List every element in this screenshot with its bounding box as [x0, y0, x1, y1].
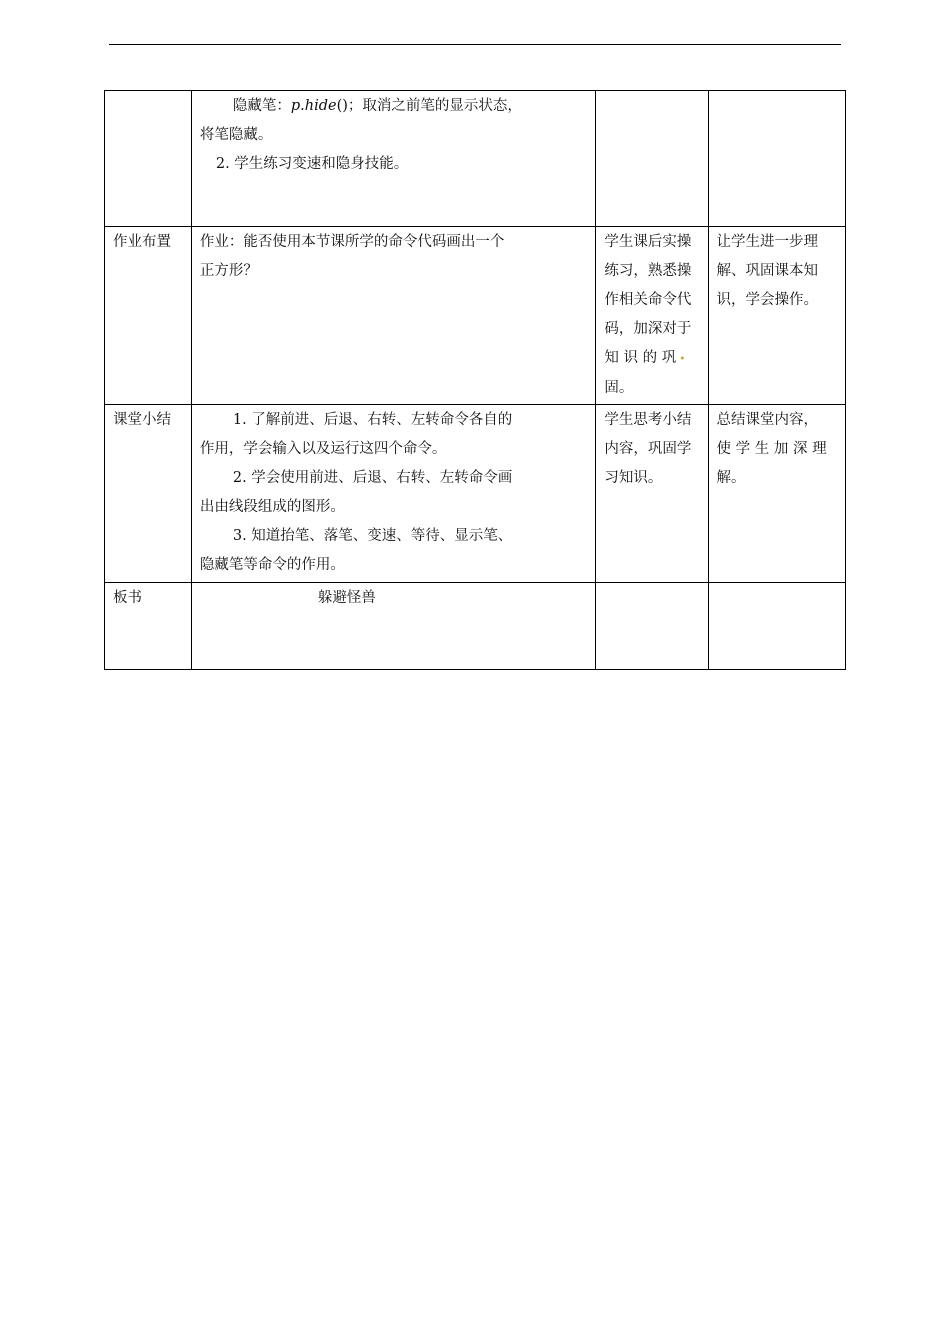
content-line: 作用，学会输入以及运行这四个命令。	[199, 441, 447, 457]
row-label-cell	[105, 91, 192, 227]
content-line: 2. 学会使用前进、后退、右转、左转命令画	[232, 470, 513, 486]
content-line: 将笔隐藏。	[199, 127, 273, 143]
board-title: 躲避怪兽	[317, 590, 376, 606]
content-line: 出由线段组成的图形。	[199, 499, 345, 515]
student-line: 固。	[604, 380, 634, 396]
content-cell	[191, 227, 596, 405]
student-line: 练习，熟悉操	[604, 263, 692, 279]
student-line: 习知识。	[604, 470, 663, 486]
row-label: 课堂小结	[113, 412, 171, 428]
table-row	[105, 91, 846, 227]
student-line: 作相关命令代	[604, 292, 692, 308]
student-line: 学生思考小结	[604, 412, 692, 428]
purpose-cell	[708, 91, 845, 227]
row-label-cell	[105, 227, 192, 405]
content-text: ()；取消之前笔的显示状态，	[336, 98, 522, 114]
purpose-line: 总结课堂内容，	[716, 412, 819, 428]
purpose-line: 让学生进一步理	[716, 234, 819, 250]
code-text: p.hide	[290, 98, 337, 114]
purpose-line: 解、巩固课本知	[716, 263, 819, 279]
header-rule	[109, 44, 841, 45]
purpose-cell	[708, 405, 845, 583]
content-cell	[191, 91, 596, 227]
purpose-cell	[708, 583, 845, 670]
content-line	[200, 92, 588, 121]
student-line: 码，加深对于	[604, 321, 692, 337]
student-activity-cell	[596, 583, 708, 670]
table-row	[105, 405, 846, 583]
row-label-cell	[105, 405, 192, 583]
row-label: 作业布置	[113, 234, 171, 250]
highlight-mark: •	[676, 354, 686, 365]
content-cell	[191, 405, 596, 583]
row-label-cell	[105, 583, 192, 670]
row-label: 板书	[113, 590, 142, 606]
content-line: 2. 学生练习变速和隐身技能。	[215, 156, 409, 172]
content-text: 隐藏笔：	[232, 98, 291, 114]
purpose-line: 使 学 生 加 深 理	[716, 441, 827, 457]
student-activity-cell	[596, 405, 708, 583]
table-row	[105, 227, 846, 405]
student-line: 学生课后实操	[604, 234, 692, 250]
content-cell	[191, 583, 596, 670]
table-row	[105, 583, 846, 670]
purpose-cell	[708, 227, 845, 405]
content-line: 1. 了解前进、后退、右转、左转命令各自的	[232, 412, 513, 428]
purpose-line: 解。	[716, 470, 746, 486]
student-activity-cell	[596, 91, 708, 227]
student-activity-cell	[596, 227, 708, 405]
content-line: 隐藏笔等命令的作用。	[199, 557, 345, 573]
student-line: 知 识 的 巩 •	[604, 350, 686, 366]
lesson-plan-table	[104, 90, 846, 670]
content-line: 正方形？	[199, 263, 258, 279]
student-line: 内容，巩固学	[604, 441, 692, 457]
content-line: 作业：能否使用本节课所学的命令代码画出一个	[199, 234, 505, 250]
purpose-line: 识，学会操作。	[716, 292, 819, 308]
content-line: 3. 知道抬笔、落笔、变速、等待、显示笔、	[232, 528, 513, 544]
